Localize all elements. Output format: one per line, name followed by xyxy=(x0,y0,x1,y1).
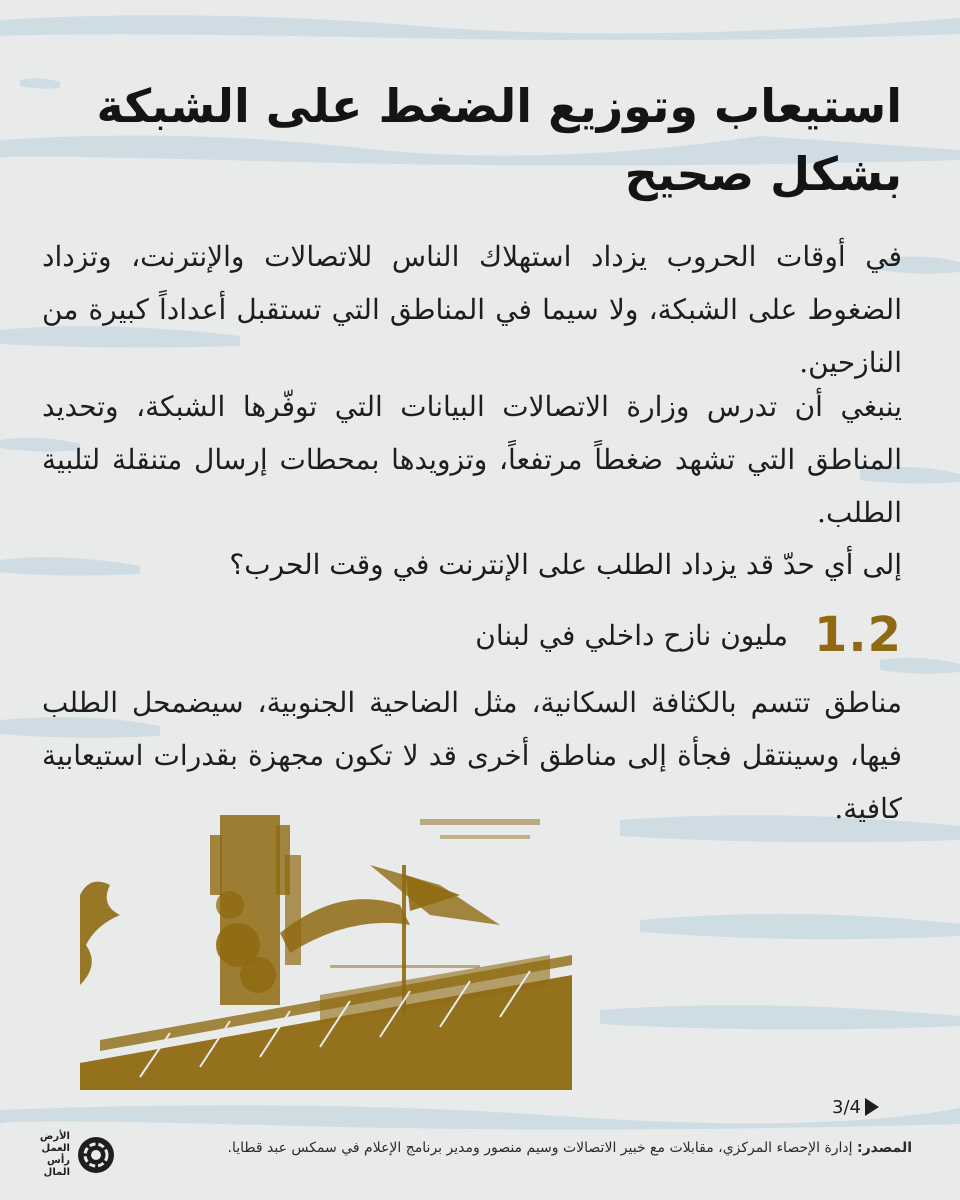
concentric-circle-logo-icon xyxy=(76,1135,116,1175)
title-line-2: بشكل صحيح xyxy=(624,147,902,201)
source-label: المصدر: xyxy=(857,1140,912,1156)
logo-line-3: رأس المال xyxy=(43,1155,70,1178)
logo xyxy=(30,1131,116,1178)
stat-number: 1.2 xyxy=(813,607,902,663)
source-note xyxy=(132,1140,912,1156)
logo-line-1: الأرض xyxy=(39,1131,70,1142)
question-heading: إلى أي حدّ قد يزداد الطلب على الإنترنت في وقت الحرب؟ xyxy=(229,548,902,581)
play-arrow-icon[interactable] xyxy=(865,1098,879,1116)
recommendation-paragraph: ينبغي أن تدرس وزارة الاتصالات البيانات التي توفّرها الشبكة، وتحديد المناطق التي تشهد ضغطاً مرتفعاً، وتزويدها بمحطات إرسال متنقلة لتلبية الطلب. xyxy=(42,390,902,529)
stat-label: مليون نازح داخلي في لبنان xyxy=(475,618,788,652)
logo-line-2: العمل xyxy=(41,1143,70,1154)
stat-row xyxy=(42,600,902,670)
telecom-building-photo xyxy=(80,815,572,1090)
density-paragraph: مناطق تتسم بالكثافة السكانية، مثل الضاحية الجنوبية، سيضمحل الطلب فيها، وسينتقل فجأة إلى مناطق أخرى قد لا تكون مجهزة بقدرات استيعابية كافية. xyxy=(42,686,902,825)
page-title xyxy=(62,72,902,208)
intro-paragraph: في أوقات الحروب يزداد استهلاك الناس للاتصالات والإنترنت، وتزداد الضغوط على الشبكة، ولا سيما في المناطق التي تستقبل أعداداً كبيرة من النازحين. xyxy=(42,240,902,379)
page-count: 3/4 xyxy=(832,1096,861,1118)
source-text: إدارة الإحصاء المركزي، مقابلات مع خبير الاتصالات وسيم منصور ومدير برنامج الإعلام في سمكس عبد قطايا. xyxy=(227,1140,853,1156)
title-line-1: استيعاب وتوزيع الضغط على الشبكة xyxy=(96,79,902,133)
logo-text xyxy=(30,1131,70,1179)
page-indicator xyxy=(832,1092,879,1122)
